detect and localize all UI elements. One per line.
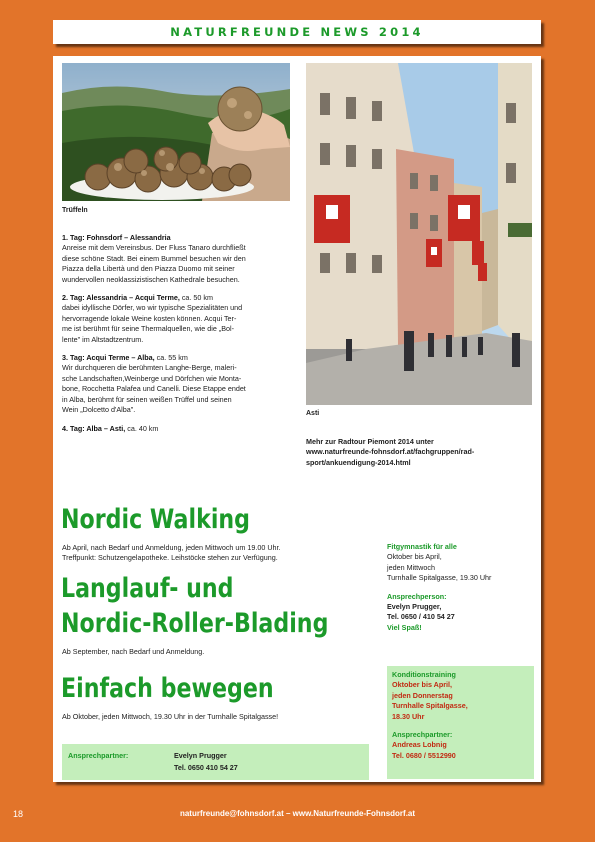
itinerary-day-heading <box>62 353 292 363</box>
itinerary-day-line: lente" im Altstadtzentrum. <box>62 334 144 344</box>
konditionstraining-person-phone: Tel. 0680 / 5512990 <box>392 750 456 760</box>
itinerary-day-title: 1. Tag: Fohnsdorf – Alessandria <box>62 233 171 242</box>
nordic-walking-line: Treffpunkt: Schutzengelapotheke. Leihstöcke stehen zur Verfügung. <box>62 553 278 563</box>
konditionstraining-line: Turnhalle Spitalgasse, <box>392 701 468 711</box>
itinerary-day-line: Wir durchqueren die berühmten Langhe-Berge, maleri- <box>62 363 237 373</box>
itinerary-day <box>62 293 292 345</box>
footer-contact[interactable]: naturfreunde@fohnsdorf.at – www.Naturfreunde-Fohnsdorf.at <box>179 809 416 818</box>
fitgymnastik-line: jeden Mittwoch <box>387 562 435 572</box>
itinerary-day-line: hervorragende lokale Weine kosten können. Acqui Ter- <box>62 313 237 323</box>
itinerary-day-title: 3. Tag: Acqui Terme – Alba, <box>62 353 155 363</box>
asti-caption: Asti <box>306 410 320 417</box>
more-info <box>306 437 536 468</box>
itinerary-day-title: 4. Tag: Alba – Asti, <box>62 423 126 433</box>
itinerary-day-line: Anreise mit dem Vereinsbus. Der Fluss Tanaro durchfließt <box>62 243 246 253</box>
nordic-walking-title: Nordic Walking <box>61 504 251 535</box>
fitgymnastik-line: Turnhalle Spitalgasse, 19.30 Uhr <box>387 573 492 583</box>
truffles-photo <box>62 63 290 201</box>
fitgymnastik-slogan: Viel Spaß! <box>387 622 422 632</box>
fitgymnastik-line: Oktober bis April, <box>387 552 442 562</box>
magazine-title: NATURFREUNDE NEWS 2014 <box>170 25 424 39</box>
itinerary-day-distance: ca. 50 km <box>179 293 213 303</box>
itinerary-day-line: Piazza della Libertà und den Piazza Duomo mit seiner <box>62 264 235 274</box>
contact-name: Evelyn Prugger <box>174 751 227 760</box>
konditionstraining-title: Konditionstraining <box>392 670 456 679</box>
itinerary-day-distance: ca. 55 km <box>154 353 188 363</box>
fitgymnastik-person-name: Evelyn Prugger, <box>387 602 442 612</box>
magazine-header <box>53 20 541 44</box>
fitgymnastik-title: Fitgymnastik für alle <box>387 542 457 551</box>
itinerary-day-line: dabei idyllische Dörfer, wo wir typische Spezialitäten und <box>62 303 243 313</box>
more-info-link[interactable]: www.naturfreunde-fohnsdorf.at/fachgruppen/rad- <box>306 447 475 457</box>
itinerary-day-line: sche Landschaften,Weinberge und Dörfchen wie Monta- <box>62 373 242 383</box>
langlauf-title-line2: Nordic-Roller-Blading <box>61 608 329 639</box>
itinerary-day <box>62 353 292 415</box>
page-number: 18 <box>13 809 24 819</box>
konditionstraining-line: 18.30 Uhr <box>392 711 425 721</box>
konditionstraining-box <box>387 666 534 779</box>
konditionstraining-person-label: Ansprechpartner: <box>392 730 453 740</box>
itinerary <box>62 233 292 442</box>
einfach-bewegen-text: Ab Oktober, jeden Mittwoch, 19.30 Uhr in der Turnhalle Spitalgasse! <box>62 712 279 721</box>
itinerary-day-line: diese schöne Stadt. Bei einem Bummel besuchen wir den <box>62 253 246 263</box>
nordic-walking-text <box>62 543 382 564</box>
itinerary-day-line: me ist berühmt für seine Thermalquellen, wie die „Bol- <box>62 324 235 334</box>
content-page <box>53 56 541 782</box>
itinerary-day <box>62 424 292 434</box>
einfach-bewegen-title: Einfach bewegen <box>61 673 274 704</box>
konditionstraining-line: Oktober bis April, <box>392 680 453 690</box>
fitgymnastik-person-phone: Tel. 0650 / 410 54 27 <box>387 612 455 622</box>
nordic-walking-line: Ab April, nach Bedarf und Anmeldung, jeden Mittwoch um 19.00 Uhr. <box>62 543 281 552</box>
itinerary-day-line: Wein „Dolcetto d'Alba". <box>62 405 136 415</box>
itinerary-day-title: 2. Tag: Alessandria – Acqui Terme, <box>62 293 180 303</box>
itinerary-day-heading <box>62 233 292 243</box>
itinerary-day-line: wundervollen neoklassizistischen Kathedrale besuchen. <box>62 274 240 284</box>
contact-label: Ansprechpartner: <box>68 751 129 760</box>
konditionstraining-line: jeden Donnerstag <box>392 690 453 700</box>
itinerary-day-line: bone, Rocchetta Palafea und Canelli. Diese Etappe endet <box>62 384 246 394</box>
itinerary-day-heading <box>62 293 292 303</box>
itinerary-day <box>62 233 292 285</box>
itinerary-day-line: in Alba, berühmt für seinen weißen Trüffel und seinen <box>62 394 232 404</box>
more-info-line: Mehr zur Radtour Piemont 2014 unter <box>306 437 434 446</box>
contact-box <box>62 744 369 780</box>
more-info-link-cont[interactable]: sport/ankuendigung-2014.html <box>306 457 411 467</box>
langlauf-text: Ab September, nach Bedarf und Anmeldung. <box>62 647 205 656</box>
konditionstraining-person-name: Andreas Lobnig <box>392 740 447 750</box>
fitgymnastik-section <box>387 542 537 633</box>
truffles-caption: Trüffeln <box>62 207 88 214</box>
itinerary-day-distance: ca. 40 km <box>125 423 159 433</box>
langlauf-title-line1: Langlauf- und <box>61 573 234 604</box>
fitgymnastik-person-label: Ansprechperson: <box>387 591 447 601</box>
asti-photo <box>306 63 532 405</box>
contact-phone: Tel. 0650 410 54 27 <box>174 763 238 772</box>
itinerary-day-heading <box>62 424 292 434</box>
